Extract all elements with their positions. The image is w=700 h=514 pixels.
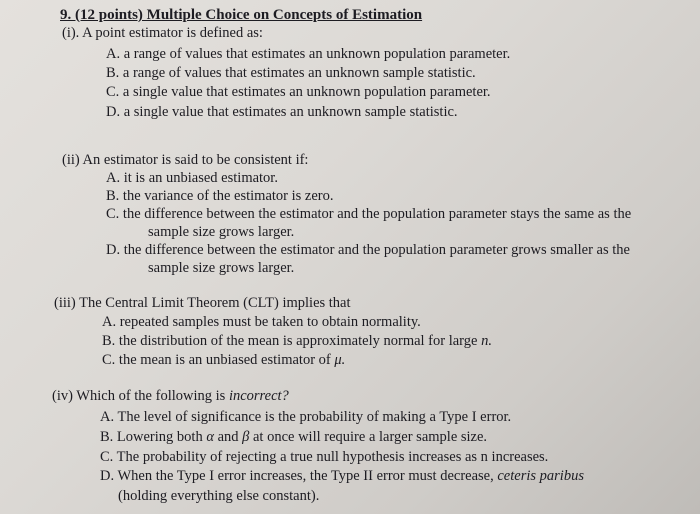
question-i-option-c: C. a single value that estimates an unknown population parameter. <box>106 84 491 100</box>
question-iv-stem-italic: incorrect? <box>228 388 289 404</box>
question-iv-option-b <box>100 428 487 446</box>
question-iii-option-a: A. repeated samples must be taken to obtain normality. <box>102 314 421 330</box>
question-iv-option-b-rest: at once will require a larger sample size. <box>253 429 488 445</box>
question-iv-option-d-cont: (holding everything else constant). <box>118 488 320 504</box>
question-iv-option-b-text: B. Lowering both <box>100 429 203 445</box>
question-ii-option-a: A. it is an unbiased estimator. <box>106 170 278 186</box>
question-iv-stem <box>52 387 289 405</box>
question-ii-option-b: B. the variance of the estimator is zero. <box>106 188 334 204</box>
question-iii-stem: (iii) The Central Limit Theorem (CLT) implies that <box>54 295 351 311</box>
question-iv-option-a: A. The level of significance is the probability of making a Type I error. <box>100 409 512 425</box>
question-iii-option-b-n: n. <box>481 333 492 349</box>
question-iv-option-b-alpha: α <box>206 429 214 445</box>
question-i-option-b: B. a range of values that estimates an unknown sample statistic. <box>106 65 476 81</box>
question-iii-option-b <box>102 332 492 350</box>
question-ii-option-c: C. the difference between the estimator and the population parameter stays the same as the <box>106 206 632 222</box>
question-iv-option-d-latin: ceteris paribus <box>497 468 584 484</box>
question-i-option-d: D. a single value that estimates an unknown sample statistic. <box>106 104 458 120</box>
question-ii-option-d: D. the difference between the estimator and the population parameter grows smaller as the <box>106 242 630 258</box>
question-iii-option-c <box>102 351 345 369</box>
question-iv-option-c: C. The probability of rejecting a true null hypothesis increases as n increases. <box>100 449 549 465</box>
question-iv-option-d <box>100 467 584 485</box>
question-ii-stem: (ii) An estimator is said to be consistent if: <box>62 152 309 168</box>
question-i-stem: (i). A point estimator is defined as: <box>62 25 263 41</box>
question-iii-option-c-text: C. the mean is an unbiased estimator of <box>102 352 331 368</box>
question-ii-option-d-cont: sample size grows larger. <box>148 260 295 276</box>
question-iv-option-d-text: D. When the Type I error increases, the Type II error must decrease, <box>100 468 494 484</box>
question-iv-option-b-and: and <box>217 429 239 445</box>
question-iii-option-c-mu: μ. <box>334 352 346 368</box>
question-iii-option-b-text: B. the distribution of the mean is approximately normal for large <box>102 333 478 349</box>
question-title: 9. (12 points) Multiple Choice on Concepts of Estimation <box>60 7 423 23</box>
question-iv-option-b-beta: β <box>242 429 250 445</box>
question-i-option-a: A. a range of values that estimates an unknown population parameter. <box>106 46 511 62</box>
question-ii-option-c-cont: sample size grows larger. <box>148 224 295 240</box>
question-iv-stem-text: (iv) Which of the following is <box>52 388 226 404</box>
